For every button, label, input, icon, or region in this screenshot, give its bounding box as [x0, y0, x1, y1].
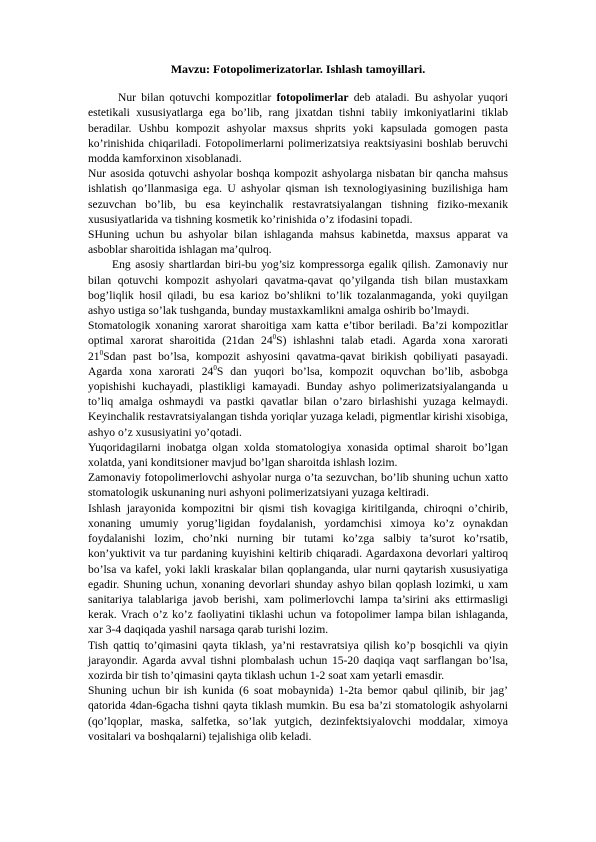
paragraph-5-text-c: Sdan past bo’lsa, kompozit ashyosini qavatma-qavat birikish qobiliyati pasayadi. Agarda xona xarorati 24 — [88, 349, 508, 378]
document-page — [88, 62, 508, 744]
paragraph-1-text-b: deb ataladi. Bu ashyolar yuqori estetikali xususiyatlarga ega bo’lib, rang jixatdan tishni tabiiy imkoniyatlarini tiklab beradilar. Ushbu kompozit ashyolar maxsus shprits yoki kapsulada gomogen pasta ko’rinishida chiqariladi. Fotopolimerlarni polimerizatsiya reaktsiyasini boshlab beruvchi modda kamforxinon xisoblanadi. — [88, 91, 508, 166]
degree-superscript: 0 — [272, 333, 277, 342]
paragraph-1-text-a: Nur bilan qotuvchi kompozitlar — [118, 91, 277, 105]
paragraph-5-text-a: Stomatologik xonaning xarorat sharoitiga xam katta e’tibor beriladi. Ba’zi kompozitlar optimal xarorat sharoitida (21dan 24 — [88, 319, 508, 348]
paragraph-5-text-d: S dan yuqori bo’lsa, kompozit oquvchan bo’lib, asbobga yopishishi kuchayadi, plastikligi kamayadi. Bunday ashyo polimerizatsiyalanganda u to’liq amalga oshmaydi va pastki qavatlar bilan o’zaro birlashishi yuzaga kelmaydi. Keyinchalik restavratsiyalangan tishda yoriqlar yuzaga keladi, pigmentlar kirishi xisobiga, ashyo o’z xususiyatini yo’qotadi. — [88, 364, 508, 439]
paragraph-10: Shuning uchun bir ish kunida (6 soat mobaynida) 1-2ta bemor qabul qilinib, bir jag’ qatorida 4dan-6gacha tishni qayta tiklash mumkin. Bu esa ba’zi stomatologik ashyolarni (qo’lqoplar, maska, salfetka, so’lak yutgich, dezinfektsiyalovchi moddalar, ximoya vositalari va boshqalarni) tejalishiga olib keladi. — [88, 684, 508, 743]
paragraph-1 — [88, 90, 508, 166]
paragraph-1-bold-term: fotopolimerlar — [276, 91, 349, 105]
paragraph-9: Tish qattiq to’qimasini qayta tiklash, ya’ni restavratsiya qilish ko’p bosqichli va qiyin jarayondir. Agarda avval tishni plombalash uchun 15-20 daqiqa vaqt sarflangan bo’lsa, xozirda bir tish to’qimasini qayta tiklash uchun 1-2 soat xam yetarli emasdir. — [88, 638, 508, 682]
paragraph-2: Nur asosida qotuvchi ashyolar boshqa kompozit ashyolarga nisbatan bir qancha mahsus ishlatish qo’llanmasiga ega. U ashyolar qisman ish texnologiyasining buzilishiga ham sezuvchan bo’lib, bu esa keyinchalik restavratsiyalangan tishning fiziko-mexanik xususiyatlarida va tishning kosmetik ko’rinishida o’z ifodasini topadi. — [88, 167, 508, 226]
paragraph-7: Zamonaviy fotopolimerlovchi ashyolar nurga o’ta sezuvchan, bo’lib shuning uchun xatto stomatologik uskunaning nuri ashyoni polimerizatsiyani yuzaga keltiradi. — [88, 471, 508, 500]
paragraph-5-text-b: S) ishlashni talab etadi. Agarda xona xarorati 21 — [88, 334, 508, 363]
degree-superscript: 0 — [213, 364, 217, 372]
paragraph-5 — [88, 318, 508, 440]
paragraph-3: SHuning uchun bu ashyolar bilan ishlaganda mahsus kabinetda, maxsus apparat va asboblar sharoitida ishlagan ma’qulroq. — [88, 228, 508, 257]
paragraph-6: Yuqoridagilarni inobatga olgan xolda stomatologiya xonasida optimal sharoit bo’lgan xolatda, yani konditsioner mavjud bo’lgan sharoitda ishlash lozim. — [88, 440, 508, 470]
page-title: Mavzu: Fotopolimerizatorlar. Ishlash tamoyillari. — [170, 62, 426, 76]
degree-superscript: 0 — [99, 348, 104, 357]
paragraph-8: Ishlash jarayonida kompozitni bir qismi tish kovagiga kiritilganda, chiroqni o’chirib, xonaning umumiy yorug’ligidan foydalanish, yordamchisi ximoya ko’z oynakdan foydalanishi lozim, cho’nki nurning bir tutami ko’zga salbiy ta’surot ko’rsatib, kon’yuktivit va tur pardaning kuyishini keltirib chiqaradi. Agardaxona devorlari yaltiroq bo’lsa va kafel, yoki lakli kraskalar bilan qoplanganda, ular nurni qaytarish xususiyatiga egadir. Shuning uchun, xonaning devorlari shunday ashyo bilan qoplash lozimki, u xam sanitariya talablariga javob berishi, xam polimerlovchi lampa ta’sirini aks ettirmasligi kerak. Vrach o’z ko’z faoliyatini tiklashi uchun va fotopolimer lampa bilan ishlaganda, xar 3-4 daqiqada yashil narsaga qarab turishi lozim. — [88, 501, 508, 637]
paragraph-4: Eng asosiy shartlardan biri-bu yog’siz kompressorga egalik qilish. Zamonaviy nur bilan qotuvchi kompozit ashyolari qavatma-qavat qo’yilganda tish bilan mustaxkam bog’liqlik hosil qiladi, bu esa karioz bo’shlikni to’lik tozalanmaganda, yoki quyilgan ashyo ustiga so’lak tushganda, bunday mustaxkamlikni amalga oshirib bo’lmaydi. — [88, 258, 508, 318]
